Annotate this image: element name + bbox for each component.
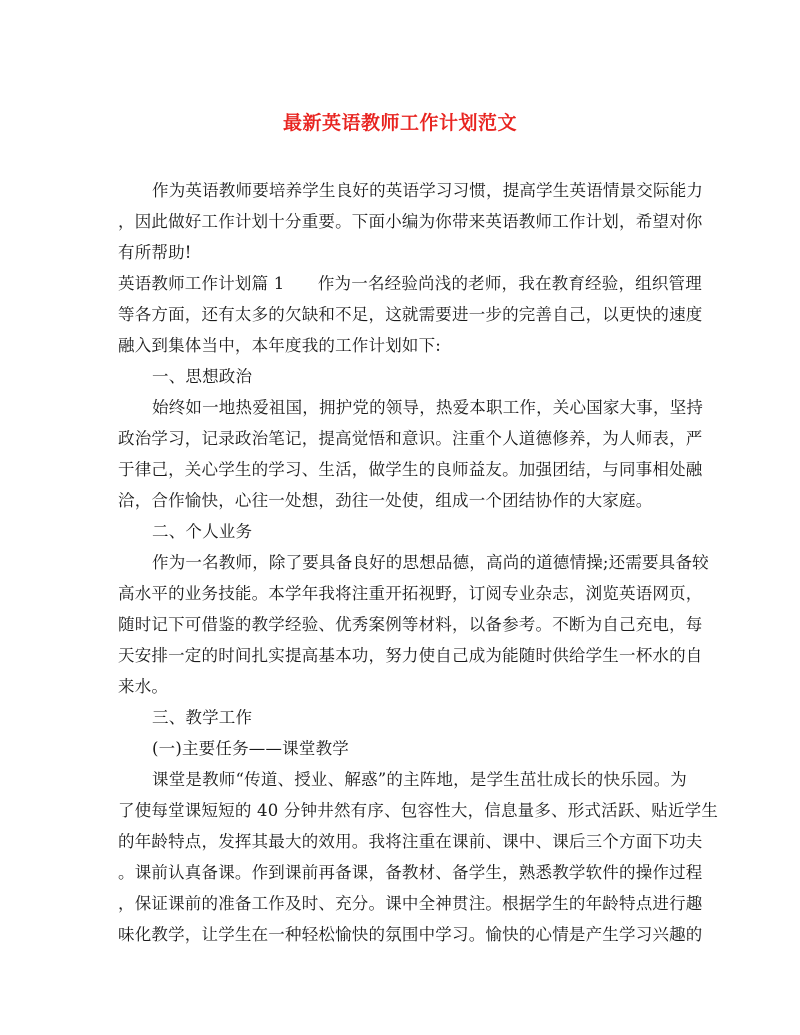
body-line: 洽，合作愉快，心往一处想，劲往一处使，组成一个团结协作的大家庭。 [118, 491, 653, 510]
body-line: 高水平的业务技能。本学年我将注重开拓视野，订阅专业杂志，浏览英语网页， [118, 584, 703, 603]
section-heading: 三、教学工作 [152, 708, 253, 727]
body-line: 有所帮助! [118, 243, 192, 262]
body-line: 课堂是教师“传道、授业、解惑”的主阵地，是学生茁壮成长的快乐园。为 [152, 770, 687, 789]
body-line: 英语教师工作计划篇 1 作为一名经验尚浅的老师，我在教育经验，组织管理 [118, 274, 702, 293]
body-line: 的年龄特点，发挥其最大的效用。我将注重在课前、课中、课后三个方面下功夫 [118, 832, 703, 851]
section-heading: 二、个人业务 [152, 522, 253, 541]
body-line: 始终如一地热爱祖国，拥护党的领导，热爱本职工作，关心国家大事，坚持 [152, 398, 704, 417]
body-line: 天安排一定的时间扎实提高基本功，努力使自己成为能随时供给学生一杯水的自 [118, 646, 703, 665]
body-line: 于律己，关心学生的学习、生活，做学生的良师益友。加强团结，与同事相处融 [118, 460, 703, 479]
body-line: 。课前认真备课。作到课前再备课，备教材、备学生，熟悉教学软件的操作过程 [118, 863, 703, 882]
document-title: 最新英语教师工作计划范文 [282, 112, 517, 134]
body-line: 了使每堂课短短的 40 分钟井然有序、包容性大，信息量多、形式活跃、贴近学生 [118, 801, 719, 820]
body-line: ，保证课前的准备工作及时、充分。课中全神贯注。根据学生的年龄特点进行趣 [118, 894, 703, 913]
body-line: 味化教学，让学生在一种轻松愉快的氛围中学习。愉快的心情是产生学习兴趣的 [118, 925, 703, 944]
section-heading: 一、思想政治 [152, 367, 253, 386]
body-line: 融入到集体当中，本年度我的工作计划如下: [118, 336, 442, 355]
body-line: 政治学习，记录政治笔记，提高觉悟和意识。注重个人道德修养，为人师表，严 [118, 429, 703, 448]
body-line: ，因此做好工作计划十分重要。下面小编为你带来英语教师工作计划，希望对你 [118, 212, 703, 231]
body-line: 作为英语教师要培养学生良好的英语学习习惯，提高学生英语情景交际能力 [152, 181, 704, 200]
subsection-heading: (一)主要任务——课堂教学 [152, 739, 349, 758]
body-line: 来水。 [118, 677, 169, 696]
body-line: 随时记下可借鉴的教学经验、优秀案例等材料，以备参考。不断为自己充电，每 [118, 615, 703, 634]
body-line: 等各方面，还有太多的欠缺和不足，这就需要进一步的完善自己，以更快的速度 [118, 305, 703, 324]
body-line: 作为一名教师，除了要具备良好的思想品德，高尚的道德情操;还需要具备较 [152, 553, 709, 572]
